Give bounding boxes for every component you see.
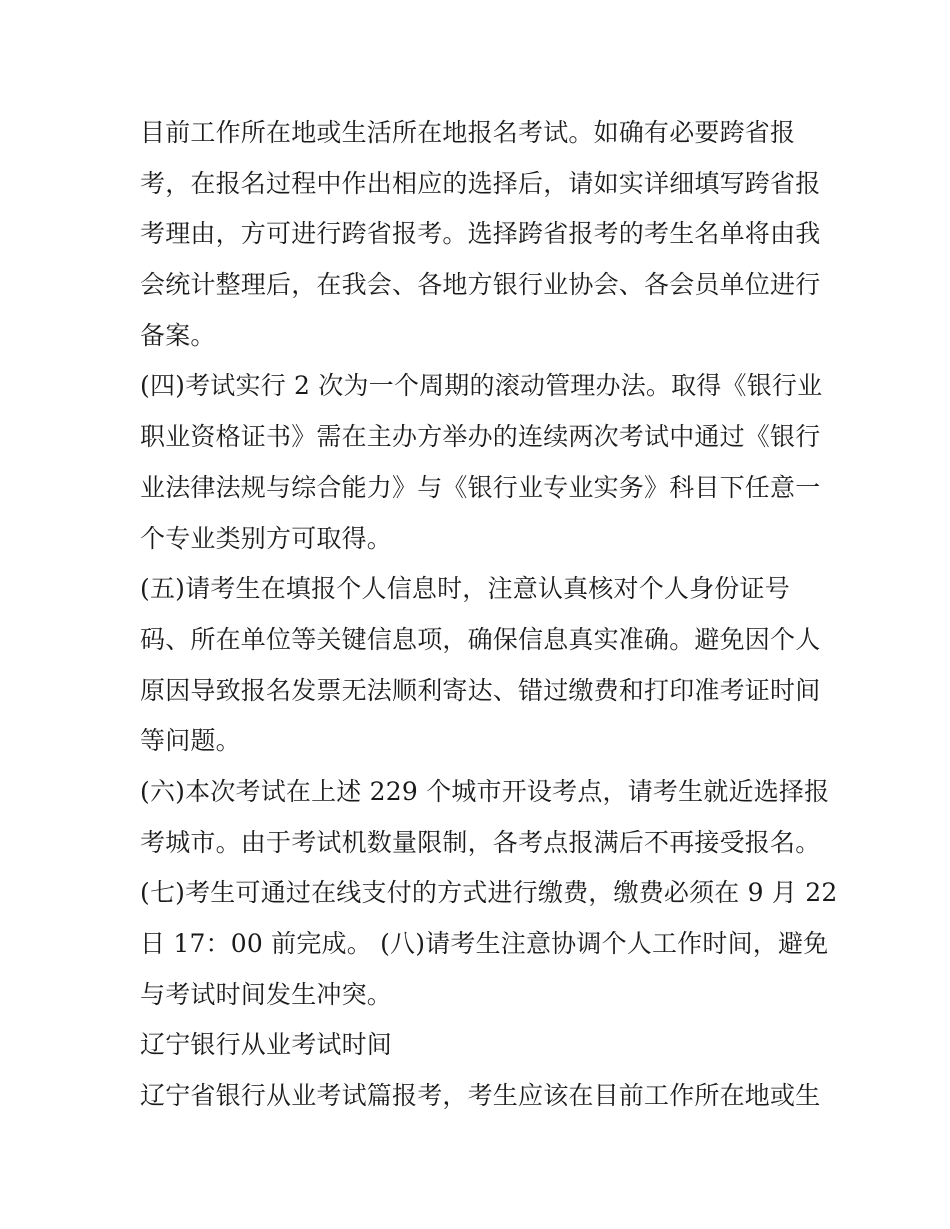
document-body [140,108,838,1122]
text-line: (五)请考生在填报个人信息时，注意认真核对个人身份证号 [140,574,790,604]
text-line: 码、所在单位等关键信息项，确保信息真实准确。避免因个人 [140,624,821,654]
text-line: 个专业类别方可取得。 [140,523,393,553]
text-line: (七)考生可通过在线支付的方式进行缴费，缴费必须在 9 月 22 [140,878,838,908]
text-line: 备案。 [140,320,216,350]
text-line: 考城市。由于考试机数量限制，各考点报满后不再接受报名。 [140,827,821,857]
text-line: (四)考试实行 2 次为一个周期的滚动管理办法。取得《银行业 [140,371,823,401]
text-line: 与考试时间发生冲突。 [140,979,393,1009]
text-line: 考，在报名过程中作出相应的选择后，请如实详细填写跨省报 [140,168,821,198]
text-line: (六)本次考试在上述 229 个城市开设考点，请考生就近选择报 [140,776,830,806]
text-line: 辽宁省银行从业考试篇报考，考生应该在目前工作所在地或生 [140,1081,821,1111]
text-line: 日 17：00 前完成。 (八)请考生注意协调个人工作时间，避免 [140,929,829,958]
text-line: 原因导致报名发票无法顺利寄达、错过缴费和打印准考证时间 [140,675,821,705]
text-line: 会统计整理后，在我会、各地方银行业协会、各会员单位进行 [140,270,821,300]
text-line: 等问题。 [140,726,241,756]
text-line: 考理由，方可进行跨省报考。选择跨省报考的考生名单将由我 [140,219,821,249]
section-heading: 辽宁银行从业考试时间 [140,1030,393,1060]
text-line: 业法律法规与综合能力》与《银行业专业实务》科目下任意一 [140,472,821,502]
text-line: 职业资格证书》需在主办方举办的连续两次考试中通过《银行 [140,422,821,452]
text-line: 目前工作所在地或生活所在地报名考试。如确有必要跨省报 [140,118,796,147]
